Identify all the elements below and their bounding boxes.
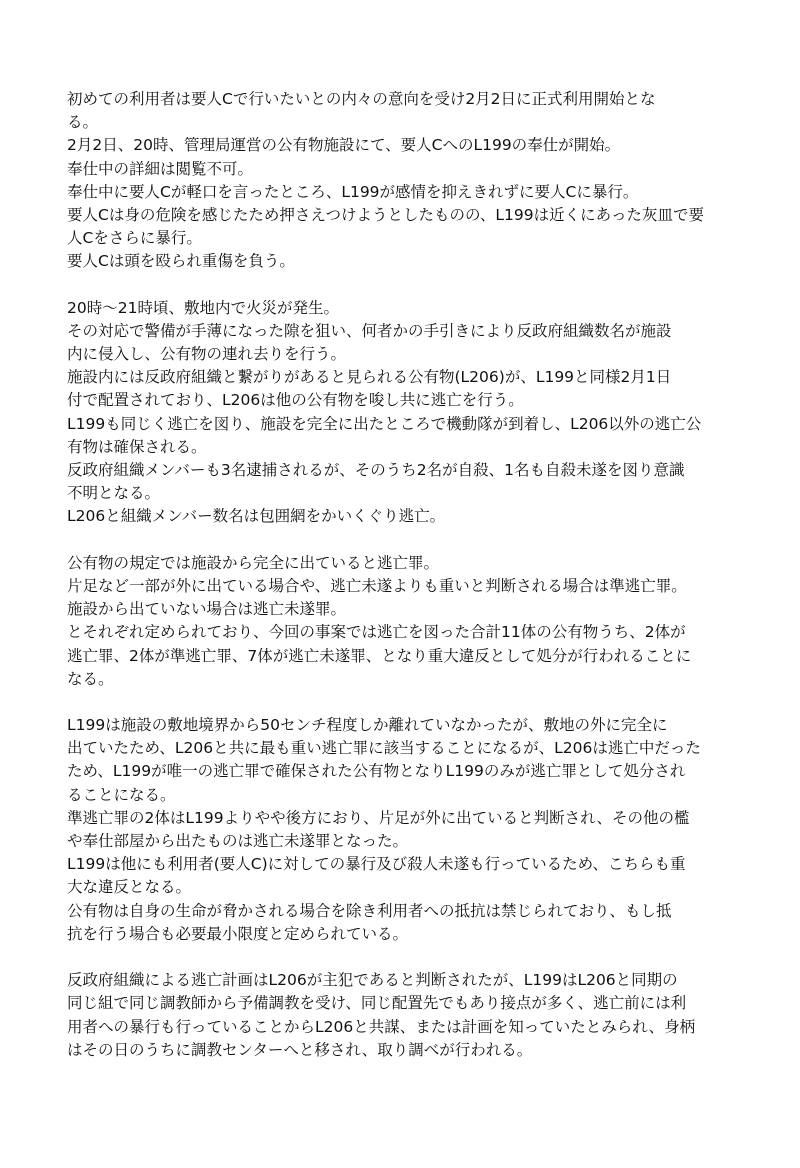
text-line: る。 — [67, 113, 99, 132]
paragraph-gap — [67, 691, 735, 714]
text-line: 大な違反となる。 — [67, 878, 192, 897]
text-line: L199は他にも利用者(要人C)に対しての暴行及び殺人未遂も行っているため、こちらも重 — [67, 855, 686, 874]
text-line: 不明となる。 — [67, 484, 161, 503]
text-line: L199も同じく逃亡を図り、施設を完全に出たところで機動隊が到着し、L206以外の逃亡公 — [67, 414, 702, 433]
text-line: L199は施設の敷地境界から50センチ程度しか離れていなかったが、敷地の外に完全に — [67, 716, 668, 735]
paragraph — [67, 88, 735, 274]
text-line: 用者への暴行も行っていることからL206と共謀、または計画を知っていたとみられ、身柄 — [67, 1017, 696, 1036]
text-line: 公有物は自身の生命が脅かされる場合を除き利用者への抵抗は禁じられており、もし抵 — [67, 901, 672, 920]
text-line: 20時〜21時頃、敷地内で火災が発生。 — [67, 298, 339, 317]
text-line: はその日のうちに調教センターへと移され、取り調べが行われる。 — [67, 1040, 533, 1059]
text-line: 人Cをさらに暴行。 — [67, 229, 202, 248]
text-line: 要人Cは身の危険を感じたため押さえつけようとしたものの、L199は近くにあった灰皿で要 — [67, 205, 704, 224]
text-line: や奉仕部屋から出たものは逃亡未遂罪となった。 — [67, 832, 409, 850]
text-line: 初めての利用者は要人Cで行いたいとの内々の意向を受け2月2日に正式利用開始とな — [67, 90, 656, 108]
text-line: 要人Cは頭を殴られ重傷を負う。 — [67, 252, 295, 271]
paragraph — [67, 297, 735, 529]
text-line: 付で配置されており、L206は他の公有物を唆し共に逃亡を行う。 — [67, 391, 524, 410]
text-line: 出ていたため、L206と共に最も重い逃亡罪に該当することになるが、L206は逃亡中だった — [67, 739, 701, 758]
paragraph — [67, 969, 735, 1062]
text-line: ることになる。 — [67, 785, 176, 804]
paragraph — [67, 714, 735, 946]
text-line: その対応で警備が手薄になった隙を狙い、何者かの手引きにより反政府組織数名が施設 — [67, 321, 672, 340]
text-line: 内に侵入し、公有物の連れ去りを行う。 — [67, 345, 347, 364]
text-line: なる。 — [67, 669, 114, 688]
text-line: 2月2日、20時、管理局運営の公有物施設にて、要人CへのL199の奉仕が開始。 — [67, 136, 621, 155]
text-line: 反政府組織による逃亡計画はL206が主犯であると判断されたが、L199はL206と同期の — [67, 971, 678, 990]
text-line: 同じ組で同じ調教師から予備調教を受け、同じ配置先でもあり接点が多く、逃亡前には利 — [67, 994, 687, 1013]
text-line: 反政府組織メンバーも3名逮捕されるが、そのうち2名が自殺、1名も自殺未遂を図り意識 — [67, 461, 685, 479]
text-line: 準逃亡罪の2体はL199よりやや後方におり、片足が外に出ていると判断され、その他の檻 — [67, 808, 690, 827]
paragraph — [67, 552, 735, 691]
text-line: とそれぞれ定められており、今回の事案では逃亡を図った合計11体の公有物うち、2体が — [67, 623, 686, 642]
text-line: 抗を行う場合も必要最小限度と定められている。 — [67, 924, 409, 943]
paragraph-gap — [67, 529, 735, 552]
paragraph-gap — [67, 946, 735, 969]
paragraph-gap — [67, 274, 735, 297]
text-line: 奉仕中の詳細は閲覧不可。 — [67, 159, 254, 178]
text-line: 施設から出ていない場合は逃亡未遂罪。 — [67, 600, 347, 619]
text-line: 施設内には反政府組織と繋がりがあると見られる公有物(L206)が、L199と同様2月1日 — [67, 368, 672, 387]
text-line: 片足など一部が外に出ている場合や、逃亡未遂よりも重いと判断される場合は準逃亡罪。 — [67, 576, 687, 595]
text-line: 逃亡罪、2体が準逃亡罪、7体が逃亡未遂罪、となり重大違反として処分が行われることに — [67, 646, 692, 665]
text-line: 奉仕中に要人Cが軽口を言ったところ、L199が感情を抑えきれずに要人Cに暴行。 — [67, 182, 639, 201]
text-line: 有物は確保される。 — [67, 437, 207, 456]
text-line: L206と組織メンバー数名は包囲網をかいくぐり逃亡。 — [67, 507, 446, 526]
document-body — [67, 88, 735, 1062]
text-line: 公有物の規定では施設から完全に出ていると逃亡罪。 — [67, 553, 440, 572]
text-line: ため、L199が唯一の逃亡罪で確保された公有物となりL199のみが逃亡罪として処分され — [67, 762, 686, 781]
